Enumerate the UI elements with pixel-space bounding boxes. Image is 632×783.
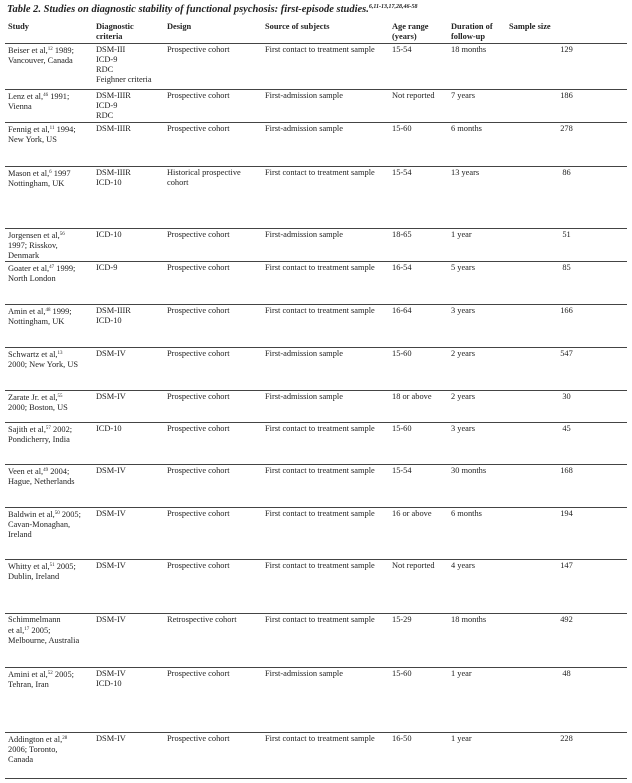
table-row xyxy=(5,123,627,167)
study-name: Veen et al, xyxy=(8,467,44,476)
study-year-location: 2004; Hague, Netherlands xyxy=(8,467,75,486)
cell-design: Prospective cohort xyxy=(164,508,262,560)
cell-duration: 1 year xyxy=(448,668,506,733)
cell-design: Historical prospective cohort xyxy=(164,167,262,229)
cell-criteria: DSM-IIIR ICD-10 xyxy=(93,305,164,348)
study-name: Jorgensen et al, xyxy=(8,231,60,240)
cell-sample-size: 147 xyxy=(506,560,627,614)
study-year-location: 1994; New York, US xyxy=(8,125,76,144)
study-name: Fennig et al, xyxy=(8,125,50,134)
cell-design: Prospective cohort xyxy=(164,262,262,305)
cell-source: First contact to treatment sample xyxy=(262,44,389,90)
cell-criteria: DSM-IV xyxy=(93,465,164,508)
cell-age: 15-54 xyxy=(389,44,448,90)
study-year-location: 2002; Pondicherry, India xyxy=(8,425,73,444)
cell-sample-size: 168 xyxy=(506,465,627,508)
study-name: Mason et al, xyxy=(8,169,50,178)
study-year-location: 1999; Nottingham, UK xyxy=(8,307,72,326)
cell-design: Prospective cohort xyxy=(164,465,262,508)
table-header-row xyxy=(5,21,627,44)
study-name: Amini et al, xyxy=(8,670,48,679)
study-name: Goater et al, xyxy=(8,264,50,273)
cell-duration: 6 months xyxy=(448,508,506,560)
study-name: Schimmelmann et al, xyxy=(8,615,61,635)
col-header-criteria: Diagnostic criteria xyxy=(93,21,164,44)
table-caption xyxy=(7,4,418,15)
cell-source: First-admission sample xyxy=(262,391,389,423)
study-ref: 51 xyxy=(49,563,55,568)
cell-study xyxy=(5,167,93,229)
cell-study xyxy=(5,229,93,262)
cell-age: 15-60 xyxy=(389,348,448,391)
study-ref: 47 xyxy=(49,265,55,270)
cell-sample-size: 166 xyxy=(506,305,627,348)
cell-sample-size: 86 xyxy=(506,167,627,229)
col-header-source: Source of subjects xyxy=(262,21,389,44)
cell-sample-size: 278 xyxy=(506,123,627,167)
study-name: Beiser et al, xyxy=(8,46,48,55)
cell-age: Not reported xyxy=(389,90,448,123)
study-ref: 11 xyxy=(49,126,55,131)
cell-criteria: DSM-IV xyxy=(93,348,164,391)
cell-source: First-admission sample xyxy=(262,90,389,123)
cell-criteria: DSM-IV xyxy=(93,733,164,779)
study-name: Sajith et al, xyxy=(8,425,46,434)
table-row xyxy=(5,733,627,779)
study-name: Baldwin et al, xyxy=(8,510,55,519)
table-row xyxy=(5,90,627,123)
cell-age: 16-64 xyxy=(389,305,448,348)
cell-age: 15-60 xyxy=(389,423,448,465)
cell-criteria: DSM-IV xyxy=(93,391,164,423)
cell-design: Prospective cohort xyxy=(164,733,262,779)
cell-age: 16-54 xyxy=(389,262,448,305)
cell-duration: 2 years xyxy=(448,348,506,391)
cell-sample-size: 129 xyxy=(506,44,627,90)
cell-age: 15-54 xyxy=(389,167,448,229)
cell-source: First contact to treatment sample xyxy=(262,305,389,348)
cell-age: 16 or above xyxy=(389,508,448,560)
cell-study xyxy=(5,262,93,305)
cell-design: Prospective cohort xyxy=(164,423,262,465)
study-name: Lenz et al, xyxy=(8,92,44,101)
cell-criteria: ICD-10 xyxy=(93,229,164,262)
study-year-location: 1999; North London xyxy=(8,264,76,283)
cell-study xyxy=(5,90,93,123)
study-ref: 57 xyxy=(45,426,51,431)
cell-sample-size: 30 xyxy=(506,391,627,423)
cell-age: 15-60 xyxy=(389,668,448,733)
cell-age: 16-50 xyxy=(389,733,448,779)
study-year-location: 1991; Vienna xyxy=(8,92,70,111)
cell-design: Prospective cohort xyxy=(164,44,262,90)
study-year-location: 2006; Toronto, Canada xyxy=(8,745,58,764)
cell-duration: 30 months xyxy=(448,465,506,508)
cell-study xyxy=(5,733,93,779)
study-year-location: 1989; Vancouver, Canada xyxy=(8,46,74,65)
table-row xyxy=(5,262,627,305)
col-header-sample-size: Sample size xyxy=(506,21,627,44)
cell-duration: 6 months xyxy=(448,123,506,167)
cell-sample-size: 194 xyxy=(506,508,627,560)
cell-sample-size: 45 xyxy=(506,423,627,465)
study-year-location: 2005; Cavan-Monaghan, Ireland xyxy=(8,510,81,539)
study-year-location: 2000; New York, US xyxy=(8,360,79,369)
cell-design: Prospective cohort xyxy=(164,391,262,423)
cell-duration: 13 years xyxy=(448,167,506,229)
table-row xyxy=(5,560,627,614)
cell-duration: 18 months xyxy=(448,44,506,90)
cell-source: First contact to treatment sample xyxy=(262,465,389,508)
cell-sample-size: 48 xyxy=(506,668,627,733)
caption-text: Table 2. Studies on diagnostic stability of functional psychosis: first-episode studies. xyxy=(7,4,369,15)
cell-duration: 4 years xyxy=(448,560,506,614)
cell-study xyxy=(5,423,93,465)
cell-design: Prospective cohort xyxy=(164,668,262,733)
cell-sample-size: 492 xyxy=(506,614,627,668)
cell-design: Prospective cohort xyxy=(164,90,262,123)
cell-duration: 7 years xyxy=(448,90,506,123)
studies-table xyxy=(5,21,627,779)
cell-design: Prospective cohort xyxy=(164,229,262,262)
table-row xyxy=(5,44,627,90)
cell-criteria: DSM-IIIR ICD-10 xyxy=(93,167,164,229)
cell-sample-size: 186 xyxy=(506,90,627,123)
table-row xyxy=(5,167,627,229)
study-year-location: 2005; Melbourne, Australia xyxy=(8,626,80,645)
cell-source: First contact to treatment sample xyxy=(262,167,389,229)
cell-source: First contact to treatment sample xyxy=(262,733,389,779)
cell-criteria: DSM-IV xyxy=(93,614,164,668)
study-year-location: 1997; Risskov, Denmark xyxy=(8,241,58,260)
study-year-location: 1997 Nottingham, UK xyxy=(8,169,71,188)
cell-design: Prospective cohort xyxy=(164,123,262,167)
study-year-location: 2005; Dublin, Ireland xyxy=(8,562,76,581)
col-header-age: Age range (years) xyxy=(389,21,448,44)
table-row xyxy=(5,668,627,733)
cell-source: First-admission sample xyxy=(262,229,389,262)
cell-source: First contact to treatment sample xyxy=(262,423,389,465)
table-row xyxy=(5,305,627,348)
cell-design: Retrospective cohort xyxy=(164,614,262,668)
table-row xyxy=(5,229,627,262)
cell-sample-size: 51 xyxy=(506,229,627,262)
cell-sample-size: 228 xyxy=(506,733,627,779)
study-name: Amin et al, xyxy=(8,307,46,316)
cell-source: First-admission sample xyxy=(262,123,389,167)
cell-duration: 1 year xyxy=(448,229,506,262)
study-name: Zarate Jr. et al, xyxy=(8,393,58,402)
cell-duration: 3 years xyxy=(448,305,506,348)
table-row xyxy=(5,614,627,668)
study-name: Whitty et al, xyxy=(8,562,50,571)
cell-design: Prospective cohort xyxy=(164,560,262,614)
cell-criteria: ICD-9 xyxy=(93,262,164,305)
col-header-study: Study xyxy=(5,21,93,44)
cell-study xyxy=(5,44,93,90)
cell-design: Prospective cohort xyxy=(164,348,262,391)
study-ref: 50 xyxy=(54,511,60,516)
cell-duration: 1 year xyxy=(448,733,506,779)
cell-criteria: DSM-IIIR xyxy=(93,123,164,167)
study-ref: 49 xyxy=(43,468,49,473)
study-ref: 46 xyxy=(43,93,49,98)
cell-source: First-admission sample xyxy=(262,668,389,733)
cell-criteria: DSM-III ICD-9 RDC Feighner criteria xyxy=(93,44,164,90)
col-header-duration: Duration of follow-up xyxy=(448,21,506,44)
study-ref: 17 xyxy=(24,627,30,632)
cell-design: Prospective cohort xyxy=(164,305,262,348)
cell-study xyxy=(5,508,93,560)
cell-duration: 18 months xyxy=(448,614,506,668)
cell-study xyxy=(5,391,93,423)
table-row xyxy=(5,465,627,508)
study-ref: 52 xyxy=(47,671,53,676)
cell-criteria: DSM-IV xyxy=(93,508,164,560)
cell-study xyxy=(5,305,93,348)
cell-criteria: ICD-10 xyxy=(93,423,164,465)
cell-source: First contact to treatment sample xyxy=(262,560,389,614)
caption-refs: 6,11-13,17,28,46-58 xyxy=(368,4,418,10)
study-ref: 13 xyxy=(57,351,63,356)
table-row xyxy=(5,423,627,465)
study-ref: 48 xyxy=(45,308,51,313)
study-name: Schwartz et al, xyxy=(8,350,58,359)
cell-study xyxy=(5,614,93,668)
cell-source: First-admission sample xyxy=(262,348,389,391)
cell-age: 18 or above xyxy=(389,391,448,423)
cell-age: 15-60 xyxy=(389,123,448,167)
cell-source: First contact to treatment sample xyxy=(262,262,389,305)
cell-study xyxy=(5,123,93,167)
cell-criteria: DSM-IV xyxy=(93,560,164,614)
cell-age: Not reported xyxy=(389,560,448,614)
cell-age: 15-54 xyxy=(389,465,448,508)
study-ref: 56 xyxy=(59,232,65,237)
cell-sample-size: 547 xyxy=(506,348,627,391)
cell-study xyxy=(5,348,93,391)
cell-study xyxy=(5,465,93,508)
cell-criteria: DSM-IIIR ICD-9 RDC xyxy=(93,90,164,123)
study-year-location: 2005; Tehran, Iran xyxy=(8,670,74,689)
table-row xyxy=(5,348,627,391)
cell-study xyxy=(5,668,93,733)
table-row xyxy=(5,391,627,423)
cell-source: First contact to treatment sample xyxy=(262,614,389,668)
study-ref: 12 xyxy=(47,47,53,52)
col-header-design: Design xyxy=(164,21,262,44)
study-name: Addington et al, xyxy=(8,735,63,744)
study-ref: 6 xyxy=(49,170,52,175)
cell-criteria: DSM-IV ICD-10 xyxy=(93,668,164,733)
cell-sample-size: 85 xyxy=(506,262,627,305)
study-ref: 55 xyxy=(57,394,63,399)
study-year-location: 2000; Boston, US xyxy=(8,403,68,412)
cell-duration: 5 years xyxy=(448,262,506,305)
cell-study xyxy=(5,560,93,614)
cell-age: 15-29 xyxy=(389,614,448,668)
study-ref: 28 xyxy=(62,736,68,741)
cell-age: 18-65 xyxy=(389,229,448,262)
table-row xyxy=(5,508,627,560)
cell-duration: 2 years xyxy=(448,391,506,423)
cell-duration: 3 years xyxy=(448,423,506,465)
cell-source: First contact to treatment sample xyxy=(262,508,389,560)
